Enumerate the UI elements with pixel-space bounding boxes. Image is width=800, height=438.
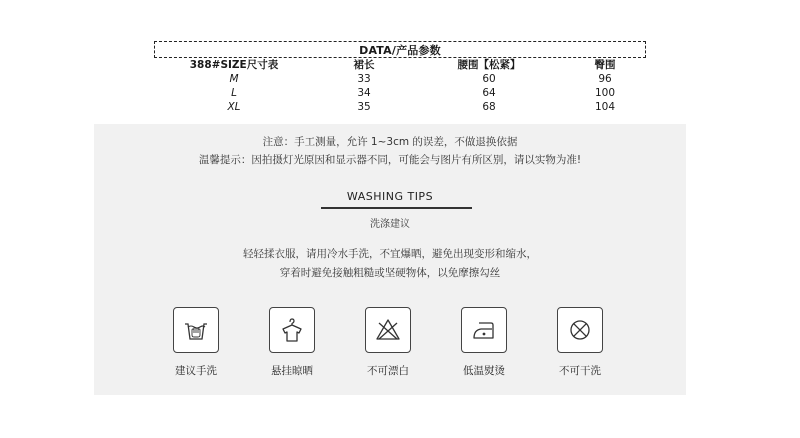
care-label: 悬挂晾晒 xyxy=(271,365,313,377)
column-header-hip: 臀围 xyxy=(594,59,616,71)
no-bleach-icon xyxy=(365,307,411,353)
hand-wash-icon xyxy=(173,307,219,353)
hip-cell: 100 xyxy=(594,87,616,99)
waist-cell: 68 xyxy=(482,101,496,113)
skirt-length-cell: 33 xyxy=(357,73,371,85)
care-item-low-iron xyxy=(444,307,524,378)
measurement-note: 注意：手工测量，允许 1~3cm 的误差，不做退换依据 xyxy=(262,136,518,148)
size-table xyxy=(154,58,646,114)
column-header-waist: 腰围【松紧】 xyxy=(457,59,521,71)
skirt-length-cell: 34 xyxy=(357,87,371,99)
care-item-no-bleach xyxy=(348,307,428,378)
size-cell: L xyxy=(231,87,237,99)
table-row xyxy=(154,86,646,100)
no-dry-clean-icon xyxy=(557,307,603,353)
care-label: 不可漂白 xyxy=(367,365,409,377)
hang-dry-icon xyxy=(269,307,315,353)
care-label: 低温熨烫 xyxy=(463,365,505,377)
column-header-skirt-length: 裙长 xyxy=(353,59,375,71)
hip-cell: 104 xyxy=(594,101,616,113)
hip-cell: 96 xyxy=(598,73,612,85)
size-chart-header: DATA/产品参数 xyxy=(154,41,646,58)
washing-instruction-line-2: 穿着时避免接触粗糙或坚硬物体，以免摩擦勾丝 xyxy=(279,267,501,279)
waist-cell: 64 xyxy=(482,87,496,99)
washing-instruction-line-1: 轻轻揉衣服，请用冷水手洗，不宜爆晒，避免出现变形和缩水， xyxy=(243,248,537,260)
care-label: 建议手洗 xyxy=(175,365,217,377)
washing-tips-title: WASHING TIPS xyxy=(346,190,434,203)
size-cell: XL xyxy=(227,101,241,113)
care-label: 不可干洗 xyxy=(559,365,601,377)
care-item-hang-dry xyxy=(252,307,332,378)
size-chart xyxy=(154,41,646,114)
table-row xyxy=(154,72,646,86)
color-tip-note: 温馨提示：因拍摄灯光原因和显示器不同，可能会与图片有所区别，请以实物为准! xyxy=(198,154,582,166)
table-row xyxy=(154,100,646,114)
washing-tips-subtitle: 洗涤建议 xyxy=(370,219,410,230)
care-item-hand-wash xyxy=(156,307,236,378)
skirt-length-cell: 35 xyxy=(357,101,371,113)
care-panel xyxy=(94,124,686,395)
low-iron-icon xyxy=(461,307,507,353)
column-header-size: 388#SIZE尺寸表 xyxy=(189,59,279,71)
table-header-row xyxy=(154,58,646,72)
title-divider xyxy=(321,207,472,209)
waist-cell: 60 xyxy=(482,73,496,85)
care-item-no-dry-clean xyxy=(540,307,620,378)
size-cell: M xyxy=(229,73,239,85)
